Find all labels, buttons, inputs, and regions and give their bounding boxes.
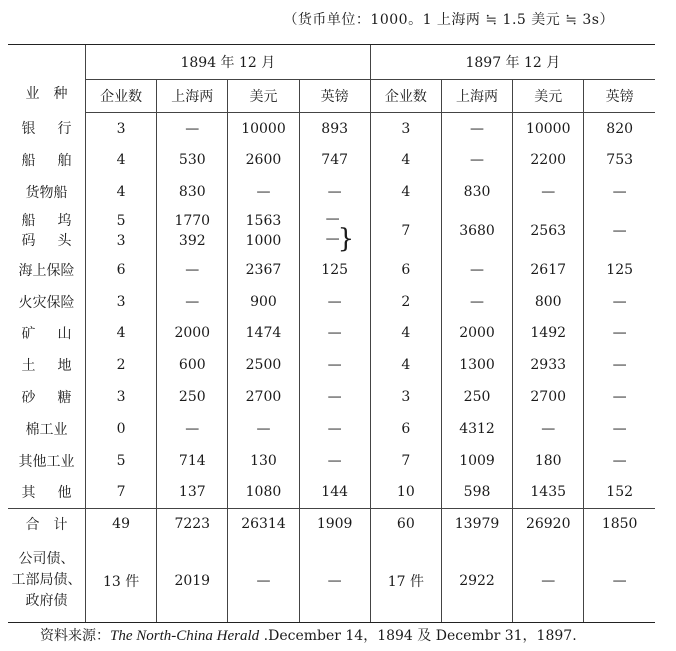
total-row (8, 508, 655, 540)
col-header-taels-1894: 上海两 (157, 80, 228, 113)
data-cell: 125 (299, 254, 370, 286)
data-cell: 2000 (441, 317, 512, 349)
data-cell: — (157, 413, 228, 445)
data-cell: 2 (86, 349, 157, 381)
data-cell: 2933 (513, 349, 584, 381)
data-cell: — (584, 286, 655, 318)
total-cell: 13979 (441, 508, 512, 540)
data-cell: — (299, 317, 370, 349)
data-cell: 4 (86, 144, 157, 176)
data-cell: 4 (370, 176, 441, 208)
data-cell: 820 (584, 113, 655, 145)
bonds-cell: 17 件 (370, 540, 441, 622)
data-cell: 10000 (228, 113, 299, 145)
data-cell: — (441, 113, 512, 145)
col-header-taels-1897: 上海两 (441, 80, 512, 113)
sector-label: 棉工业 (25, 421, 68, 438)
data-cell: 1770 392 (157, 208, 228, 254)
data-cell: 6 (86, 254, 157, 286)
data-cell: 10000 (513, 113, 584, 145)
data-cell: — (584, 349, 655, 381)
data-cell: 5 3 (86, 208, 157, 254)
data-cell: 2600 (228, 144, 299, 176)
sector-label: 其他 (21, 485, 94, 502)
data-cell: 2700 (228, 381, 299, 413)
table-row (8, 144, 655, 176)
data-cell: — (299, 413, 370, 445)
data-cell: 600 (157, 349, 228, 381)
data-cell: 714 (157, 445, 228, 477)
bonds-row (8, 540, 655, 622)
data-cell: 3 (370, 113, 441, 145)
data-cell: — (584, 445, 655, 477)
data-cell: — (157, 113, 228, 145)
data-cell: 4 (86, 176, 157, 208)
data-cell: 1563 1000 (228, 208, 299, 254)
table-row (8, 113, 655, 145)
col-header-pounds-1897: 英镑 (584, 80, 655, 113)
data-cell: — (584, 381, 655, 413)
data-cell: 3680 (441, 208, 512, 254)
source-journal: The North-China Herald (110, 628, 260, 644)
table-row (8, 286, 655, 318)
bonds-cell: — (513, 540, 584, 622)
sector-label: 土地 (21, 358, 94, 375)
sector-label: 船舶 (21, 153, 94, 170)
total-cell: 26314 (228, 508, 299, 540)
data-cell: 1009 (441, 445, 512, 477)
data-cell: 125 (584, 254, 655, 286)
data-cell: 5 (86, 445, 157, 477)
data-cell: 2200 (513, 144, 584, 176)
sector-label: 矿山 (21, 326, 94, 343)
data-cell: 1474 (228, 317, 299, 349)
table-row (8, 445, 655, 477)
sector-label: 其他工业 (18, 453, 75, 470)
data-cell: 130 (228, 445, 299, 477)
data-cell: 747 (299, 144, 370, 176)
data-cell: 3 (370, 381, 441, 413)
data-cell: 1300 (441, 349, 512, 381)
total-cell: 1850 (584, 508, 655, 540)
total-cell: 7223 (157, 508, 228, 540)
total-cell: 1909 (299, 508, 370, 540)
data-cell: 2000 (157, 317, 228, 349)
data-cell: — (299, 381, 370, 413)
table-row (8, 476, 655, 508)
right-brace-icon: } (337, 224, 355, 255)
foreign-enterprise-table (8, 44, 655, 623)
sector-label: 海上保险 (18, 262, 75, 279)
data-cell: — (441, 286, 512, 318)
bonds-cell: 2922 (441, 540, 512, 622)
data-cell: 6 (370, 413, 441, 445)
data-cell: 893 (299, 113, 370, 145)
data-cell: — —} (299, 208, 370, 254)
data-cell: 753 (584, 144, 655, 176)
table-row (8, 349, 655, 381)
col-header-pounds-1894: 英镑 (299, 80, 370, 113)
data-cell: 250 (441, 381, 512, 413)
bonds-cell: 13 件 (86, 540, 157, 622)
data-cell: 152 (584, 476, 655, 508)
data-cell: — (157, 286, 228, 318)
data-cell: — (441, 254, 512, 286)
data-cell: — (584, 413, 655, 445)
sector-label: 银行 (21, 121, 94, 138)
data-cell: — (584, 208, 655, 254)
data-cell: 250 (157, 381, 228, 413)
period-1897-header: 1897 年 12 月 (370, 45, 655, 80)
data-cell: — (299, 176, 370, 208)
data-cell: 2500 (228, 349, 299, 381)
data-cell: 4312 (441, 413, 512, 445)
data-cell: 4 (370, 317, 441, 349)
table-row (8, 254, 655, 286)
data-cell: — (299, 445, 370, 477)
data-cell: 830 (441, 176, 512, 208)
col-header-dollars-1894: 美元 (228, 80, 299, 113)
data-cell: 6 (370, 254, 441, 286)
table-row (8, 208, 655, 254)
table-row (8, 317, 655, 349)
data-cell: 3 (86, 286, 157, 318)
data-cell: 1492 (513, 317, 584, 349)
data-cell: 4 (370, 349, 441, 381)
sector-header: 业 种 (8, 45, 86, 113)
table-row (8, 413, 655, 445)
total-cell: 60 (370, 508, 441, 540)
data-cell: 2 (370, 286, 441, 318)
data-cell: 900 (228, 286, 299, 318)
data-cell: — (228, 176, 299, 208)
data-cell: 2563 (513, 208, 584, 254)
table-row (8, 381, 655, 413)
data-cell: 530 (157, 144, 228, 176)
bonds-label: 公司债、 工部局债、 政府债 (8, 540, 86, 622)
data-cell: 2700 (513, 381, 584, 413)
data-cell: 1080 (228, 476, 299, 508)
col-header-dollars-1897: 美元 (513, 80, 584, 113)
bonds-cell: 2019 (157, 540, 228, 622)
data-cell: — (157, 254, 228, 286)
data-cell: 7 (370, 208, 441, 254)
data-cell: 800 (513, 286, 584, 318)
data-cell: 4 (370, 144, 441, 176)
sector-label: 砂糖 (21, 389, 94, 406)
total-cell: 49 (86, 508, 157, 540)
bonds-cell: — (228, 540, 299, 622)
period-1894-header: 1894 年 12 月 (86, 45, 371, 80)
total-label: 合 计 (8, 508, 86, 540)
table-row (8, 176, 655, 208)
data-cell: — (513, 413, 584, 445)
data-cell: 7 (86, 476, 157, 508)
data-cell: 2367 (228, 254, 299, 286)
sector-label: 货物船 (25, 184, 68, 201)
bonds-cell: — (299, 540, 370, 622)
data-cell: 10 (370, 476, 441, 508)
data-cell: — (299, 286, 370, 318)
data-cell: 3 (86, 381, 157, 413)
data-cell: 830 (157, 176, 228, 208)
data-cell: — (584, 176, 655, 208)
data-cell: — (299, 349, 370, 381)
data-cell: 2617 (513, 254, 584, 286)
data-cell: 0 (86, 413, 157, 445)
sector-label: 船坞 码头 (21, 212, 94, 249)
data-cell: 1435 (513, 476, 584, 508)
data-cell: 7 (370, 445, 441, 477)
col-header-count-1894: 企业数 (86, 80, 157, 113)
data-cell: 180 (513, 445, 584, 477)
sector-label: 火灾保险 (18, 294, 75, 311)
data-cell: 3 (86, 113, 157, 145)
data-cell: 598 (441, 476, 512, 508)
data-cell: 137 (157, 476, 228, 508)
bonds-cell: — (584, 540, 655, 622)
data-cell: — (441, 144, 512, 176)
source-citation: 资料来源：The North-China Herald .December 14，1894 及 Decembr 31，1897. (40, 628, 577, 644)
data-cell: 4 (86, 317, 157, 349)
data-cell: — (228, 413, 299, 445)
col-header-count-1897: 企业数 (370, 80, 441, 113)
total-cell: 26920 (513, 508, 584, 540)
data-cell: — (513, 176, 584, 208)
data-cell: 144 (299, 476, 370, 508)
data-cell: — (584, 317, 655, 349)
currency-note: （货币单位：1000。1 上海两 ≒ 1.5 美元 ≒ 3s） (283, 12, 614, 28)
